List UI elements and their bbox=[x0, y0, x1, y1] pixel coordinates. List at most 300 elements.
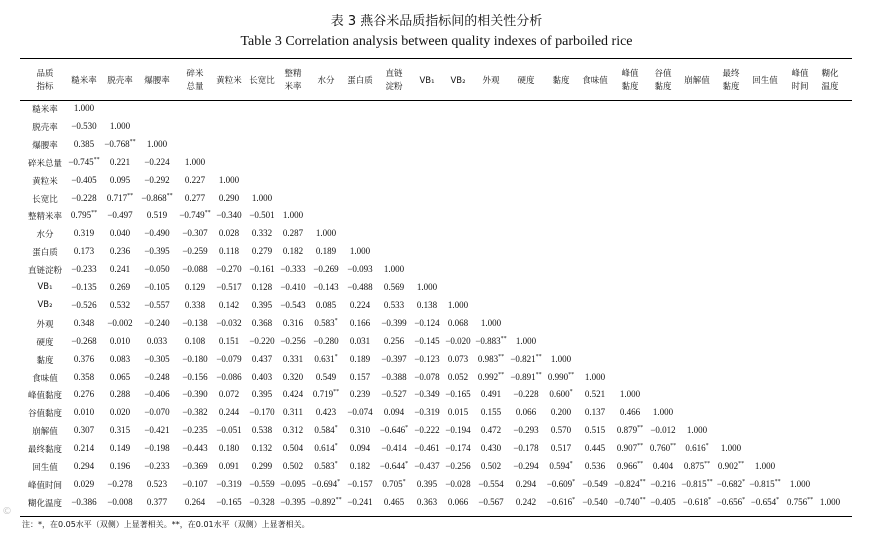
table-cell: −0.180 bbox=[182, 353, 208, 364]
table-cell: 0.404 bbox=[652, 461, 674, 471]
table-cell: −0.824** bbox=[614, 478, 646, 489]
row-label: 长宽比 bbox=[32, 194, 58, 205]
table-cell: −0.070 bbox=[144, 407, 170, 418]
table-cell: 0.504 bbox=[282, 443, 304, 454]
table-cell: 0.465 bbox=[383, 496, 405, 507]
table-cell: −0.497 bbox=[107, 210, 133, 221]
row-label: 糙米率 bbox=[32, 105, 58, 115]
table-cell: −0.093 bbox=[347, 264, 373, 275]
table-cell: −0.540 bbox=[582, 496, 608, 507]
table-cell: 0.358 bbox=[73, 371, 95, 382]
table-cell: 0.600* bbox=[549, 389, 573, 400]
table-cell: −0.224 bbox=[144, 156, 170, 167]
table-cell: 0.536 bbox=[584, 461, 606, 471]
table-cell: −0.307 bbox=[182, 228, 208, 239]
table-cell: −0.088 bbox=[182, 264, 208, 275]
table-cell: 0.094 bbox=[349, 443, 371, 454]
table-cell: −0.530 bbox=[71, 120, 97, 131]
table-cell: 0.533 bbox=[383, 299, 405, 310]
table-cell: 0.584* bbox=[314, 425, 338, 436]
table-cell: 1.000 bbox=[184, 156, 206, 167]
column-header-line: 糙米率 bbox=[71, 75, 97, 86]
table-cell: −0.105 bbox=[144, 282, 170, 292]
table-cell: 0.033 bbox=[146, 335, 168, 346]
table-cell: 0.437 bbox=[251, 353, 273, 364]
table-cell: −0.609* bbox=[546, 478, 576, 489]
table-cell: 0.583* bbox=[314, 317, 338, 328]
corner-header-line: 品质 bbox=[36, 69, 54, 79]
column-header-line: 时间 bbox=[791, 82, 809, 92]
table-cell: 0.128 bbox=[251, 282, 273, 292]
column-header bbox=[507, 64, 545, 98]
table-cell: 1.000 bbox=[416, 282, 438, 292]
table-cell: −0.269 bbox=[313, 264, 339, 275]
table-cell: −0.174 bbox=[445, 443, 471, 454]
table-cell: −0.369 bbox=[182, 461, 208, 471]
table-cell: 0.423 bbox=[315, 407, 337, 418]
table-cell: 0.532 bbox=[109, 299, 131, 310]
table-cell: 0.182 bbox=[282, 246, 304, 257]
table-cell: 0.031 bbox=[349, 335, 371, 346]
table-cell: 1.000 bbox=[73, 103, 95, 113]
table-cell: 0.091 bbox=[218, 461, 240, 471]
table-cell: 1.000 bbox=[109, 120, 131, 131]
column-header bbox=[138, 64, 176, 98]
table-cell: 1.000 bbox=[383, 264, 405, 275]
table-cell: 0.066 bbox=[515, 407, 537, 418]
watermark-logo: © bbox=[2, 506, 12, 517]
table-cell: −0.421 bbox=[144, 425, 170, 436]
row-label: 最终黏度 bbox=[27, 445, 62, 456]
table-cell: −0.135 bbox=[71, 282, 97, 292]
table-cell: −0.682* bbox=[716, 478, 746, 489]
table-cell: 0.795** bbox=[70, 210, 98, 221]
table-cell: −0.235 bbox=[182, 425, 208, 436]
table-cell: −0.349 bbox=[414, 389, 440, 400]
table-cell: −0.740** bbox=[614, 496, 646, 507]
column-header-line: 整精 bbox=[284, 69, 302, 79]
table-cell: −0.248 bbox=[144, 371, 170, 382]
table-cell: 1.000 bbox=[819, 496, 841, 507]
column-header bbox=[307, 64, 345, 98]
table-cell: −0.292 bbox=[144, 174, 170, 185]
table-cell: −0.443 bbox=[182, 443, 208, 454]
table-cell: 0.277 bbox=[184, 192, 206, 203]
table-cell: 0.196 bbox=[109, 461, 131, 471]
column-header-line: 食味值 bbox=[582, 75, 608, 86]
table-cell: 0.363 bbox=[416, 496, 438, 507]
table-cell: 1.000 bbox=[652, 407, 674, 418]
table-cell: 0.095 bbox=[109, 174, 131, 185]
table-cell: 0.320 bbox=[282, 371, 304, 382]
table-cell: −0.749** bbox=[179, 210, 211, 221]
table-cell: 0.224 bbox=[349, 299, 371, 310]
column-header-line: 崩解值 bbox=[684, 75, 710, 86]
row-label: 谷值黏度 bbox=[27, 409, 62, 420]
table-cell: 0.294 bbox=[515, 478, 537, 489]
column-header bbox=[712, 64, 750, 98]
table-cell: −0.395 bbox=[280, 496, 306, 507]
table-cell: 0.307 bbox=[73, 425, 95, 436]
table-cell: −0.543 bbox=[280, 299, 306, 310]
column-header-line: 最终 bbox=[722, 69, 740, 79]
table-cell: −0.694* bbox=[311, 478, 341, 489]
table-cell: −0.883** bbox=[475, 335, 507, 346]
table-cell: −0.268 bbox=[71, 335, 97, 346]
column-header-line: 硬度 bbox=[517, 75, 535, 86]
table-cell: 0.264 bbox=[184, 496, 206, 507]
column-header-line: 米率 bbox=[284, 82, 302, 92]
table-cell: −0.050 bbox=[144, 264, 170, 275]
table-cell: −0.165 bbox=[445, 389, 471, 400]
table-cell: 0.149 bbox=[109, 443, 131, 454]
table-cell: 0.227 bbox=[184, 174, 206, 185]
table-cell: 0.256 bbox=[383, 335, 405, 346]
row-label: 爆腰率 bbox=[32, 140, 58, 151]
table-cell: 0.073 bbox=[447, 353, 469, 364]
table-cell: −0.278 bbox=[107, 478, 133, 489]
table-cell: 0.214 bbox=[73, 443, 95, 454]
table-cell: −0.892** bbox=[310, 496, 342, 507]
table-cell: −0.395 bbox=[144, 246, 170, 257]
table-cell: −0.228 bbox=[513, 389, 539, 400]
table-cell: −0.074 bbox=[347, 407, 373, 418]
column-header-line: VB₁ bbox=[419, 75, 435, 86]
table-cell: −0.549 bbox=[582, 478, 608, 489]
table-cell: −0.228 bbox=[71, 192, 97, 203]
column-header-line: 黏度 bbox=[621, 82, 639, 92]
table-cell: −0.388 bbox=[381, 371, 407, 382]
row-label: 峰值时间 bbox=[27, 480, 62, 491]
table-cell: 0.142 bbox=[218, 299, 240, 310]
table-cell: 0.239 bbox=[349, 389, 371, 400]
table-cell: −0.178 bbox=[513, 443, 539, 454]
table-cell: 0.182 bbox=[349, 461, 371, 471]
row-label: 峰值黏度 bbox=[27, 391, 62, 402]
table-cell: 0.221 bbox=[109, 156, 131, 167]
row-label: VB₂ bbox=[37, 299, 53, 310]
table-cell: −0.414 bbox=[381, 443, 407, 454]
table-cell: 0.515 bbox=[584, 425, 606, 436]
column-header-line: 黏度 bbox=[654, 82, 672, 92]
table-cell: −0.020 bbox=[445, 335, 471, 346]
table-cell: −0.328 bbox=[249, 496, 275, 507]
table-cell: 0.614* bbox=[314, 443, 338, 454]
row-label: 黏度 bbox=[36, 355, 54, 366]
table-cell: 0.376 bbox=[73, 353, 95, 364]
row-label: 回生值 bbox=[32, 463, 58, 473]
table-cell: −0.270 bbox=[216, 264, 242, 275]
table-cell: 0.338 bbox=[184, 299, 206, 310]
table-cell: −0.086 bbox=[216, 371, 242, 382]
table-cell: −0.095 bbox=[280, 478, 306, 489]
table-cell: 0.879** bbox=[616, 425, 644, 436]
row-label: VB₁ bbox=[37, 282, 53, 292]
table-cell: −0.032 bbox=[216, 317, 242, 328]
table-cell: −0.143 bbox=[313, 282, 339, 292]
table-cell: −0.815** bbox=[749, 478, 781, 489]
table-cell: 1.000 bbox=[619, 389, 641, 400]
table-cell: −0.256 bbox=[445, 461, 471, 471]
table-cell: 0.385 bbox=[73, 138, 95, 149]
table-cell: −0.768** bbox=[104, 138, 136, 149]
table-cell: 0.315 bbox=[109, 425, 131, 436]
row-label: 水分 bbox=[36, 230, 54, 241]
table-cell: 0.631* bbox=[314, 353, 338, 364]
table-cell: −0.216 bbox=[650, 478, 676, 489]
table-cell: 1.000 bbox=[515, 335, 537, 346]
table-cell: −0.567 bbox=[478, 496, 504, 507]
table-cell: 1.000 bbox=[720, 443, 742, 454]
table-cell: 0.020 bbox=[109, 407, 131, 418]
table-cell: 0.395 bbox=[251, 389, 273, 400]
table-cell: −0.382 bbox=[182, 407, 208, 418]
table-cell: −0.490 bbox=[144, 228, 170, 239]
table-cell: 0.166 bbox=[349, 317, 371, 328]
table-cell: −0.123 bbox=[414, 353, 440, 364]
column-header bbox=[576, 64, 614, 98]
table-cell: −0.259 bbox=[182, 246, 208, 257]
table-cell: −0.527 bbox=[381, 389, 407, 400]
table-cell: 0.403 bbox=[251, 371, 273, 382]
table-cell: 0.029 bbox=[73, 478, 95, 489]
table-cell: 0.992** bbox=[477, 371, 505, 382]
table-cell: −0.406 bbox=[144, 389, 170, 400]
table-cell: 0.616* bbox=[685, 443, 709, 454]
column-header-line: 回生值 bbox=[752, 75, 778, 86]
table-cell: 0.966** bbox=[616, 461, 644, 471]
table-cell: 0.430 bbox=[480, 443, 502, 454]
table-cell: 0.875** bbox=[683, 461, 711, 471]
column-header-line: 黏度 bbox=[552, 75, 570, 86]
table-cell: 0.311 bbox=[283, 407, 303, 418]
table-cell: −0.256 bbox=[280, 335, 306, 346]
table-title-chinese: 表 3 燕谷米品质指标间的相关性分析 bbox=[330, 14, 543, 29]
table-cell: 0.319 bbox=[73, 228, 95, 239]
table-cell: 0.083 bbox=[109, 353, 131, 364]
table-cell: −0.305 bbox=[144, 353, 170, 364]
column-header-line: 水分 bbox=[317, 75, 335, 86]
column-header bbox=[811, 64, 849, 98]
table-cell: 0.491 bbox=[480, 389, 502, 400]
table-cell: 0.189 bbox=[349, 353, 371, 364]
table-cell: 1.000 bbox=[349, 246, 371, 257]
column-header-line: 脱壳率 bbox=[107, 75, 133, 86]
table-cell: −0.240 bbox=[144, 317, 170, 328]
table-cell: −0.333 bbox=[280, 264, 306, 275]
table-cell: 0.094 bbox=[383, 407, 405, 418]
table-cell: −0.079 bbox=[216, 353, 242, 364]
table-cell: −0.051 bbox=[216, 425, 242, 436]
table-cell: 0.287 bbox=[282, 228, 304, 239]
table-cell: 0.395 bbox=[251, 299, 273, 310]
table-title-english: Table 3 Correlation analysis between quality indexes of parboiled rice bbox=[240, 34, 633, 49]
table-cell: 0.705* bbox=[382, 478, 406, 489]
table-cell: 0.519 bbox=[146, 210, 168, 221]
table-cell: 0.180 bbox=[218, 443, 240, 454]
table-cell: −0.241 bbox=[347, 496, 373, 507]
table-cell: 0.015 bbox=[447, 407, 469, 418]
table-cell: 1.000 bbox=[218, 174, 240, 185]
table-cell: 0.155 bbox=[480, 407, 502, 418]
table-cell: 0.331 bbox=[282, 353, 304, 364]
column-header-line: 黏度 bbox=[722, 82, 740, 92]
table-cell: 0.517 bbox=[550, 443, 572, 454]
column-header-line: 黄粒米 bbox=[216, 75, 242, 86]
table-cell: 0.010 bbox=[109, 335, 131, 346]
table-cell: −0.280 bbox=[313, 335, 339, 346]
table-cell: −0.646* bbox=[379, 425, 409, 436]
table-cell: 0.549 bbox=[315, 371, 337, 382]
table-cell: −0.220 bbox=[249, 335, 275, 346]
table-cell: 0.085 bbox=[315, 299, 337, 310]
table-cell: 0.583* bbox=[314, 461, 338, 471]
table-cell: −0.293 bbox=[513, 425, 539, 436]
table-cell: 0.138 bbox=[416, 299, 438, 310]
table-cell: −0.028 bbox=[445, 478, 471, 489]
table-cell: −0.194 bbox=[445, 425, 471, 436]
table-cell: −0.618* bbox=[682, 496, 712, 507]
table-cell: −0.644* bbox=[379, 461, 409, 471]
table-cell: −0.340 bbox=[216, 210, 242, 221]
row-label: 食味值 bbox=[32, 373, 58, 384]
table-cell: 0.907** bbox=[616, 443, 644, 454]
table-cell: −0.656* bbox=[716, 496, 746, 507]
column-header-line: 谷值 bbox=[654, 69, 672, 79]
column-header bbox=[341, 64, 379, 98]
table-cell: 1.000 bbox=[584, 371, 606, 382]
table-cell: −0.821** bbox=[510, 353, 542, 364]
table-cell: −0.002 bbox=[107, 317, 133, 328]
table-cell: −0.157 bbox=[347, 478, 373, 489]
corner-header bbox=[22, 64, 68, 98]
table-cell: 0.052 bbox=[447, 371, 469, 382]
table-cell: −0.405 bbox=[650, 496, 676, 507]
row-label: 整精米率 bbox=[27, 212, 62, 223]
table-cell: −0.319 bbox=[414, 407, 440, 418]
table-cell: 0.276 bbox=[73, 389, 95, 400]
row-label: 糊化温度 bbox=[27, 498, 62, 509]
row-label: 脱壳率 bbox=[32, 122, 58, 133]
table-cell: −0.461 bbox=[414, 443, 440, 454]
table-cell: −0.124 bbox=[414, 317, 440, 328]
table-cell: 0.983** bbox=[477, 353, 505, 364]
column-header-line: 总量 bbox=[186, 82, 204, 92]
table-cell: 0.570 bbox=[550, 425, 572, 436]
table-cell: 0.288 bbox=[109, 389, 131, 400]
table-cell: −0.397 bbox=[381, 353, 407, 364]
table-cell: 1.000 bbox=[146, 138, 168, 149]
column-header-line: 碎米 bbox=[186, 69, 204, 79]
table-cell: −0.815** bbox=[681, 478, 713, 489]
table-cell: −0.559 bbox=[249, 478, 275, 489]
table-cell: −0.410 bbox=[280, 282, 306, 292]
table-cell: 0.756** bbox=[786, 496, 814, 507]
table-cell: 0.348 bbox=[73, 317, 95, 328]
table-cell: 0.072 bbox=[218, 389, 240, 400]
table-cell: −0.078 bbox=[414, 371, 440, 382]
column-header-line: 爆腰率 bbox=[144, 75, 170, 86]
column-header bbox=[746, 64, 784, 98]
table-cell: 0.310 bbox=[349, 425, 371, 436]
table-cell: −0.399 bbox=[381, 317, 407, 328]
table-cell: 1.000 bbox=[447, 299, 469, 310]
table-cell: −0.501 bbox=[249, 210, 275, 221]
row-label: 黄粒米 bbox=[32, 176, 58, 187]
table-cell: 0.294 bbox=[73, 461, 95, 471]
table-cell: −0.891** bbox=[510, 371, 542, 382]
table-cell: 0.299 bbox=[251, 461, 273, 471]
table-cell: −0.233 bbox=[144, 461, 170, 471]
table-cell: 1.000 bbox=[282, 210, 304, 221]
table-cell: 1.000 bbox=[251, 192, 273, 203]
table-cell: 0.157 bbox=[349, 371, 371, 382]
table-cell: 1.000 bbox=[686, 425, 708, 436]
table-cell: 0.129 bbox=[184, 282, 206, 292]
table-cell: 0.316 bbox=[282, 317, 304, 328]
table-cell: 0.312 bbox=[282, 425, 304, 436]
table-cell: −0.488 bbox=[347, 282, 373, 292]
column-header-line: 糊化 bbox=[821, 69, 839, 79]
table-cell: 0.990** bbox=[547, 371, 575, 382]
table-cell: 0.236 bbox=[109, 246, 131, 257]
table-cell: 0.189 bbox=[315, 246, 337, 257]
table-cell: 1.000 bbox=[315, 228, 337, 239]
column-header-line: 长宽比 bbox=[249, 75, 275, 86]
column-header bbox=[644, 64, 682, 98]
table-cell: 0.717** bbox=[106, 192, 134, 203]
table-cell: 0.472 bbox=[480, 425, 502, 436]
table-cell: 0.108 bbox=[184, 335, 206, 346]
table-cell: −0.170 bbox=[249, 407, 275, 418]
table-cell: 0.424 bbox=[282, 389, 304, 400]
column-header-line: 温度 bbox=[821, 82, 839, 92]
table-cell: −0.868** bbox=[141, 192, 173, 203]
table-cell: 0.173 bbox=[73, 246, 95, 257]
column-header bbox=[678, 64, 716, 98]
table-cell: 0.719** bbox=[312, 389, 340, 400]
table-cell: 0.118 bbox=[219, 246, 239, 257]
row-label: 蛋白质 bbox=[32, 248, 58, 259]
table-cell: 0.538 bbox=[251, 425, 273, 436]
table-cell: 0.244 bbox=[218, 407, 240, 418]
table-cell: −0.156 bbox=[182, 371, 208, 382]
table-cell: −0.745** bbox=[68, 156, 100, 167]
table-cell: 0.502 bbox=[282, 461, 304, 471]
table-cell: 0.028 bbox=[218, 228, 240, 239]
table-bottom-rule bbox=[20, 516, 852, 517]
table-cell: 0.200 bbox=[550, 407, 572, 418]
table-cell: −0.222 bbox=[414, 425, 440, 436]
row-label: 崩解值 bbox=[32, 427, 58, 438]
column-header bbox=[65, 64, 103, 98]
column-header-line: 外观 bbox=[482, 75, 500, 86]
column-header bbox=[176, 64, 214, 98]
table-cell: 0.269 bbox=[109, 282, 131, 292]
table-cell: −0.554 bbox=[478, 478, 504, 489]
table-cell: −0.390 bbox=[182, 389, 208, 400]
row-label: 外观 bbox=[36, 319, 54, 330]
table-cell: 0.290 bbox=[218, 192, 240, 203]
table-cell: 0.521 bbox=[584, 389, 606, 400]
table-cell: 1.000 bbox=[550, 353, 572, 364]
table-cell: 0.569 bbox=[383, 282, 405, 292]
table-cell: 0.466 bbox=[619, 407, 641, 418]
table-cell: 0.137 bbox=[584, 407, 606, 418]
table-cell: 0.332 bbox=[251, 228, 273, 239]
table-cell: 0.523 bbox=[146, 478, 168, 489]
column-header-line: 峰值 bbox=[621, 69, 639, 79]
